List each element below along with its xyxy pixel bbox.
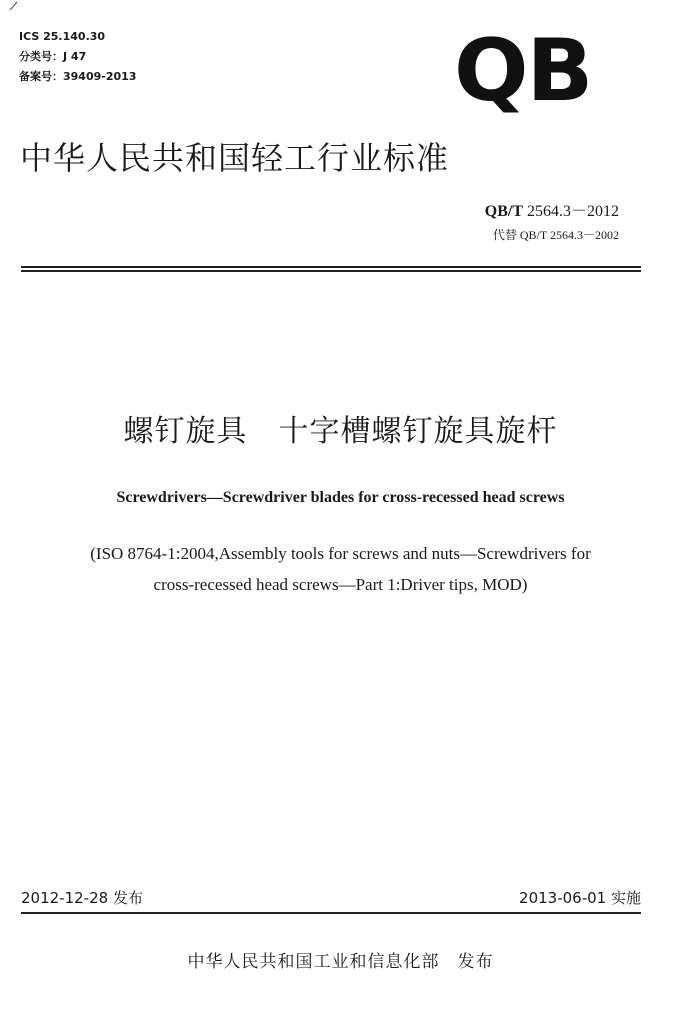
- filing-number: 备案号：39409-2013: [19, 70, 137, 83]
- chinese-title: 螺钉旋具 十字槽螺钉旋具旋杆: [123, 414, 558, 449]
- scan-mark: [8, 0, 20, 12]
- english-title: Screwdrivers—Screwdriver blades for cross-recessed head screws: [116, 489, 565, 506]
- industry-standard-title: 中华人民共和国轻工行业标准: [20, 139, 450, 177]
- publish-date: 2012-12-28 发布: [21, 889, 143, 907]
- replaces-standard: 代替 QB/T 2564.3－2002: [492, 228, 619, 242]
- footer-rule: [21, 912, 641, 914]
- iso-reference-line-1: (ISO 8764-1:2004,Assembly tools for screws and nuts—Screwdrivers for: [90, 544, 591, 563]
- header-rule-top: [21, 266, 641, 268]
- effective-date: 2013-06-01 实施: [519, 889, 641, 907]
- standard-code: 2564.3－2012: [526, 203, 619, 220]
- classification-number: 分类号：J 47: [19, 50, 87, 63]
- iso-reference-line-2: cross-recessed head screws—Part 1:Driver tips, MOD): [153, 575, 528, 594]
- header-rule-bottom: [21, 270, 641, 272]
- ics-code: ICS 25.140.30: [19, 30, 106, 43]
- qb-logo: QB: [454, 21, 592, 121]
- standard-prefix: QB/T: [484, 203, 523, 220]
- issuing-authority: 中华人民共和国工业和信息化部 发布: [187, 952, 494, 972]
- standard-number: [485, 202, 619, 222]
